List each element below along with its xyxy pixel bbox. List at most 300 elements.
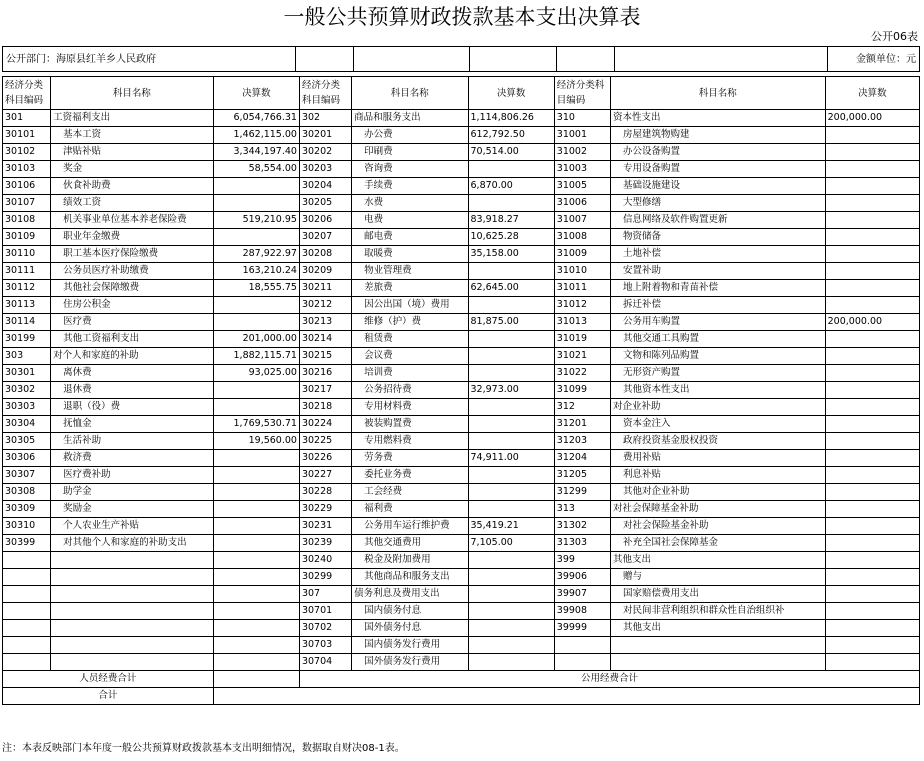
cell-name: 救济费 (51, 450, 214, 467)
cell-name: 专用燃料费 (352, 433, 468, 450)
table-row (3, 535, 920, 552)
cell-amount (213, 195, 299, 212)
cell-name: 奖金 (51, 161, 214, 178)
cell-code: 30217 (299, 382, 351, 399)
cell-amount (825, 297, 919, 314)
cell-amount (468, 467, 554, 484)
cell-code: 31013 (554, 314, 610, 331)
cell-name: 其他交通费用 (352, 535, 468, 552)
cell-code: 30703 (299, 637, 351, 654)
cell-code: 30209 (299, 263, 351, 280)
cell-code: 30299 (299, 569, 351, 586)
cell-name: 办公设备购置 (610, 144, 825, 161)
cell-amount (825, 178, 919, 195)
cell-name: 赠与 (610, 569, 825, 586)
cell-name: 生活补助 (51, 433, 214, 450)
cell-amount (468, 603, 554, 620)
cell-code: 30224 (299, 416, 351, 433)
cell-amount (825, 637, 919, 654)
cell-name: 津贴补贴 (51, 144, 214, 161)
cell-code: 30206 (299, 212, 351, 229)
cell-name: 租赁费 (352, 331, 468, 348)
cell-amount (825, 280, 919, 297)
cell-name: 无形资产购置 (610, 365, 825, 382)
cell-amount (825, 484, 919, 501)
cell-name: 国家赔偿费用支出 (610, 586, 825, 603)
cell-name: 委托业务费 (352, 467, 468, 484)
table-row (3, 348, 920, 365)
cell-name: 劳务费 (352, 450, 468, 467)
cell-amount (468, 552, 554, 569)
cell-amount (825, 552, 919, 569)
cell-name: 基本工资 (51, 127, 214, 144)
cell-amount (213, 178, 299, 195)
cell-code: 30204 (299, 178, 351, 195)
cell-code: 30208 (299, 246, 351, 263)
cell-name: 个人农业生产补贴 (51, 518, 214, 535)
cell-code: 30701 (299, 603, 351, 620)
cell-code: 30306 (3, 450, 51, 467)
cell-name: 被装购置费 (352, 416, 468, 433)
cell-code (3, 620, 51, 637)
cell-name: 机关事业单位基本养老保险费 (51, 212, 214, 229)
cell-name: 住房公积金 (51, 297, 214, 314)
divider (353, 47, 354, 71)
cell-code: 31009 (554, 246, 610, 263)
cell-code: 30225 (299, 433, 351, 450)
cell-name: 退职（役）费 (51, 399, 214, 416)
cell-code: 30702 (299, 620, 351, 637)
cell-amount (468, 620, 554, 637)
cell-amount (825, 161, 919, 178)
table-row (3, 365, 920, 382)
public-total-label: 公用经费合计 (299, 671, 919, 688)
cell-amount (825, 416, 919, 433)
cell-amount (825, 382, 919, 399)
cell-name: 专用设备购置 (610, 161, 825, 178)
cell-name (51, 603, 214, 620)
cell-code: 30211 (299, 280, 351, 297)
department-label: 公开部门：海原县红羊乡人民政府 (6, 54, 156, 65)
cell-amount (213, 297, 299, 314)
cell-name: 大型修缮 (610, 195, 825, 212)
divider (295, 47, 296, 71)
cell-code: 31005 (554, 178, 610, 195)
cell-code: 30228 (299, 484, 351, 501)
cell-name: 医疗费 (51, 314, 214, 331)
cell-name: 职工基本医疗保险缴费 (51, 246, 214, 263)
cell-name: 会议费 (352, 348, 468, 365)
cell-amount (213, 450, 299, 467)
cell-amount (213, 229, 299, 246)
grand-total-row (3, 688, 920, 705)
cell-code: 30218 (299, 399, 351, 416)
cell-code: 31008 (554, 229, 610, 246)
cell-code (554, 654, 610, 671)
cell-amount (825, 586, 919, 603)
cell-amount (468, 195, 554, 212)
table-row (3, 552, 920, 569)
cell-amount (825, 127, 919, 144)
cell-code: 31002 (554, 144, 610, 161)
cell-name: 国内债务发行费用 (352, 637, 468, 654)
cell-name: 其他商品和服务支出 (352, 569, 468, 586)
cell-code: 30107 (3, 195, 51, 212)
cell-code (3, 569, 51, 586)
cell-amount (213, 552, 299, 569)
cell-code: 30309 (3, 501, 51, 518)
cell-code: 30240 (299, 552, 351, 569)
cell-code (3, 552, 51, 569)
cell-amount (825, 399, 919, 416)
cell-name: 政府投资基金股权投资 (610, 433, 825, 450)
cell-amount (825, 144, 919, 161)
column-header-name: 科目名称 (352, 77, 468, 110)
cell-code: 31003 (554, 161, 610, 178)
cell-code: 303 (3, 348, 51, 365)
cell-amount: 83,918.27 (468, 212, 554, 229)
cell-amount (213, 484, 299, 501)
cell-name: 对个人和家庭的补助 (51, 348, 214, 365)
cell-amount: 3,344,197.40 (213, 144, 299, 161)
table-row (3, 518, 920, 535)
cell-amount (468, 501, 554, 518)
cell-code: 30109 (3, 229, 51, 246)
cell-amount: 93,025.00 (213, 365, 299, 382)
table-row (3, 450, 920, 467)
cell-name: 物资储备 (610, 229, 825, 246)
cell-name: 公务用车运行维护费 (352, 518, 468, 535)
grand-total-amount (213, 688, 919, 705)
cell-code: 30301 (3, 365, 51, 382)
cell-amount (468, 637, 554, 654)
cell-amount (825, 501, 919, 518)
cell-code: 31007 (554, 212, 610, 229)
cell-amount (468, 365, 554, 382)
cell-name: 印刷费 (352, 144, 468, 161)
cell-code (554, 637, 610, 654)
cell-code: 39906 (554, 569, 610, 586)
cell-amount (213, 399, 299, 416)
cell-amount (213, 603, 299, 620)
cell-code: 30304 (3, 416, 51, 433)
column-header-code: 经济分类科目编码 (299, 77, 351, 110)
cell-name: 抚恤金 (51, 416, 214, 433)
table-row (3, 399, 920, 416)
cell-code: 31205 (554, 467, 610, 484)
cell-amount: 6,870.00 (468, 178, 554, 195)
cell-code: 312 (554, 399, 610, 416)
cell-code: 31302 (554, 518, 610, 535)
cell-amount (468, 348, 554, 365)
cell-amount (213, 637, 299, 654)
cell-name: 拆迁补偿 (610, 297, 825, 314)
cell-name: 其他工资福利支出 (51, 331, 214, 348)
cell-code: 39907 (554, 586, 610, 603)
cell-name (51, 654, 214, 671)
cell-name: 绩效工资 (51, 195, 214, 212)
cell-amount: 7,105.00 (468, 535, 554, 552)
cell-name: 其他资本性支出 (610, 382, 825, 399)
cell-code: 301 (3, 110, 51, 127)
cell-code: 30213 (299, 314, 351, 331)
cell-code: 31303 (554, 535, 610, 552)
cell-code: 30110 (3, 246, 51, 263)
cell-name: 其他支出 (610, 620, 825, 637)
cell-name: 助学金 (51, 484, 214, 501)
column-header-amount: 决算数 (468, 77, 554, 110)
cell-name: 对其他个人和家庭的补助支出 (51, 535, 214, 552)
cell-name: 物业管理费 (352, 263, 468, 280)
column-header-amount: 决算数 (825, 77, 919, 110)
table-row (3, 637, 920, 654)
cell-code: 30203 (299, 161, 351, 178)
divider (827, 47, 828, 71)
cell-name: 办公费 (352, 127, 468, 144)
column-header-name: 科目名称 (610, 77, 825, 110)
cell-amount (213, 586, 299, 603)
report-info-bar (2, 46, 920, 72)
cell-amount (825, 467, 919, 484)
cell-amount (213, 654, 299, 671)
cell-amount (825, 518, 919, 535)
cell-code: 31019 (554, 331, 610, 348)
header-row (3, 77, 920, 110)
cell-code: 39908 (554, 603, 610, 620)
cell-code: 30103 (3, 161, 51, 178)
cell-name: 电费 (352, 212, 468, 229)
divider (469, 47, 470, 71)
cell-code: 310 (554, 110, 610, 127)
cell-name: 资本金注入 (610, 416, 825, 433)
cell-code: 30214 (299, 331, 351, 348)
cell-name: 债务利息及费用支出 (352, 586, 468, 603)
cell-name (610, 654, 825, 671)
cell-name: 奖励金 (51, 501, 214, 518)
cell-name (51, 552, 214, 569)
cell-amount: 1,769,530.71 (213, 416, 299, 433)
cell-amount (825, 348, 919, 365)
cell-name: 医疗费补助 (51, 467, 214, 484)
cell-name: 地上附着物和青苗补偿 (610, 280, 825, 297)
cell-code: 30205 (299, 195, 351, 212)
cell-code: 31011 (554, 280, 610, 297)
column-header-name: 科目名称 (51, 77, 214, 110)
cell-amount (825, 246, 919, 263)
cell-code: 30399 (3, 535, 51, 552)
cell-code: 30202 (299, 144, 351, 161)
cell-name (51, 620, 214, 637)
cell-name: 房屋建筑物购建 (610, 127, 825, 144)
cell-code: 30303 (3, 399, 51, 416)
table-row (3, 178, 920, 195)
table-row (3, 501, 920, 518)
cell-amount: 74,911.00 (468, 450, 554, 467)
divider (614, 47, 615, 71)
cell-amount (468, 586, 554, 603)
cell-code: 30212 (299, 297, 351, 314)
cell-code: 30113 (3, 297, 51, 314)
cell-code (3, 586, 51, 603)
table-row (3, 263, 920, 280)
cell-code (3, 654, 51, 671)
cell-name: 对民间非营利组织和群众性自治组织补 (610, 603, 825, 620)
cell-amount (213, 569, 299, 586)
cell-name: 对社会保险基金补助 (610, 518, 825, 535)
cell-code: 31001 (554, 127, 610, 144)
table-row (3, 569, 920, 586)
table-row (3, 416, 920, 433)
cell-name: 工资福利支出 (51, 110, 214, 127)
cell-code: 30112 (3, 280, 51, 297)
table-row (3, 433, 920, 450)
form-number: 公开06表 (871, 30, 918, 43)
cell-name: 利息补贴 (610, 467, 825, 484)
cell-code: 30201 (299, 127, 351, 144)
cell-amount: 200,000.00 (825, 110, 919, 127)
cell-amount: 70,514.00 (468, 144, 554, 161)
table-row (3, 212, 920, 229)
cell-name: 补充全国社会保障基金 (610, 535, 825, 552)
cell-name: 培训费 (352, 365, 468, 382)
column-header-code: 经济分类科目编码 (554, 77, 610, 110)
cell-code: 30207 (299, 229, 351, 246)
column-header-code: 经济分类科目编码 (3, 77, 51, 110)
table-row (3, 484, 920, 501)
cell-amount: 1,462,115.00 (213, 127, 299, 144)
cell-code: 30111 (3, 263, 51, 280)
cell-name: 安置补助 (610, 263, 825, 280)
column-header-amount: 决算数 (213, 77, 299, 110)
table-row (3, 195, 920, 212)
cell-amount (468, 433, 554, 450)
cell-code: 302 (299, 110, 351, 127)
cell-amount (468, 399, 554, 416)
cell-code: 30199 (3, 331, 51, 348)
totals-row (3, 671, 920, 688)
cell-amount (468, 161, 554, 178)
cell-name: 信息网络及软件购置更新 (610, 212, 825, 229)
table-row (3, 110, 920, 127)
cell-amount (825, 569, 919, 586)
cell-amount: 201,000.00 (213, 331, 299, 348)
cell-name: 水费 (352, 195, 468, 212)
table-row (3, 246, 920, 263)
cell-code: 31201 (554, 416, 610, 433)
cell-code: 30239 (299, 535, 351, 552)
cell-code: 30101 (3, 127, 51, 144)
cell-amount: 32,973.00 (468, 382, 554, 399)
cell-amount: 35,158.00 (468, 246, 554, 263)
cell-name: 职业年金缴费 (51, 229, 214, 246)
cell-code: 30102 (3, 144, 51, 161)
cell-name: 文物和陈列品购置 (610, 348, 825, 365)
cell-code: 30308 (3, 484, 51, 501)
cell-name: 邮电费 (352, 229, 468, 246)
cell-name: 取暖费 (352, 246, 468, 263)
cell-code (3, 637, 51, 654)
cell-amount (213, 620, 299, 637)
cell-code: 30310 (3, 518, 51, 535)
cell-amount (213, 518, 299, 535)
cell-name: 离休费 (51, 365, 214, 382)
cell-name: 其他支出 (610, 552, 825, 569)
cell-code: 30704 (299, 654, 351, 671)
personnel-total-amount (213, 671, 299, 688)
table-row (3, 314, 920, 331)
cell-amount: 200,000.00 (825, 314, 919, 331)
cell-name: 公务员医疗补助缴费 (51, 263, 214, 280)
cell-code: 31021 (554, 348, 610, 365)
cell-name: 基础设施建设 (610, 178, 825, 195)
cell-amount (825, 450, 919, 467)
cell-name: 对社会保障基金补助 (610, 501, 825, 518)
cell-code: 31299 (554, 484, 610, 501)
cell-name: 专用材料费 (352, 399, 468, 416)
cell-amount: 1,114,806.26 (468, 110, 554, 127)
cell-code: 31099 (554, 382, 610, 399)
cell-amount: 287,922.97 (213, 246, 299, 263)
cell-code: 30226 (299, 450, 351, 467)
unit-label: 金额单位：元 (856, 54, 916, 65)
table-row (3, 144, 920, 161)
cell-code: 30216 (299, 365, 351, 382)
cell-amount (825, 620, 919, 637)
cell-code: 30305 (3, 433, 51, 450)
cell-code: 31022 (554, 365, 610, 382)
divider (556, 47, 557, 71)
expenditure-table (2, 76, 920, 705)
cell-name: 福利费 (352, 501, 468, 518)
table-row (3, 654, 920, 671)
table-row (3, 603, 920, 620)
table-row (3, 331, 920, 348)
cell-amount (213, 501, 299, 518)
cell-name (610, 637, 825, 654)
cell-amount (468, 569, 554, 586)
cell-name: 维修（护）费 (352, 314, 468, 331)
cell-name: 费用补贴 (610, 450, 825, 467)
cell-name: 对企业补助 (610, 399, 825, 416)
cell-amount: 35,419.21 (468, 518, 554, 535)
cell-amount: 62,645.00 (468, 280, 554, 297)
cell-amount: 10,625.28 (468, 229, 554, 246)
table-row (3, 280, 920, 297)
cell-name: 差旅费 (352, 280, 468, 297)
cell-amount (213, 314, 299, 331)
cell-name: 退休费 (51, 382, 214, 399)
cell-code: 30302 (3, 382, 51, 399)
cell-code: 39999 (554, 620, 610, 637)
cell-code: 30231 (299, 518, 351, 535)
cell-amount (825, 535, 919, 552)
cell-amount: 58,554.00 (213, 161, 299, 178)
table-row (3, 382, 920, 399)
cell-code: 313 (554, 501, 610, 518)
cell-amount (468, 263, 554, 280)
table-row (3, 229, 920, 246)
cell-name: 公务用车购置 (610, 314, 825, 331)
cell-amount (825, 433, 919, 450)
cell-code: 31010 (554, 263, 610, 280)
cell-amount (213, 467, 299, 484)
cell-code: 30215 (299, 348, 351, 365)
footnote: 注：本表反映部门本年度一般公共预算财政拨款基本支出明细情况，数据取自财决08-1表。 (2, 743, 405, 754)
cell-amount (825, 603, 919, 620)
cell-amount (468, 484, 554, 501)
cell-amount (825, 229, 919, 246)
table-row (3, 586, 920, 603)
